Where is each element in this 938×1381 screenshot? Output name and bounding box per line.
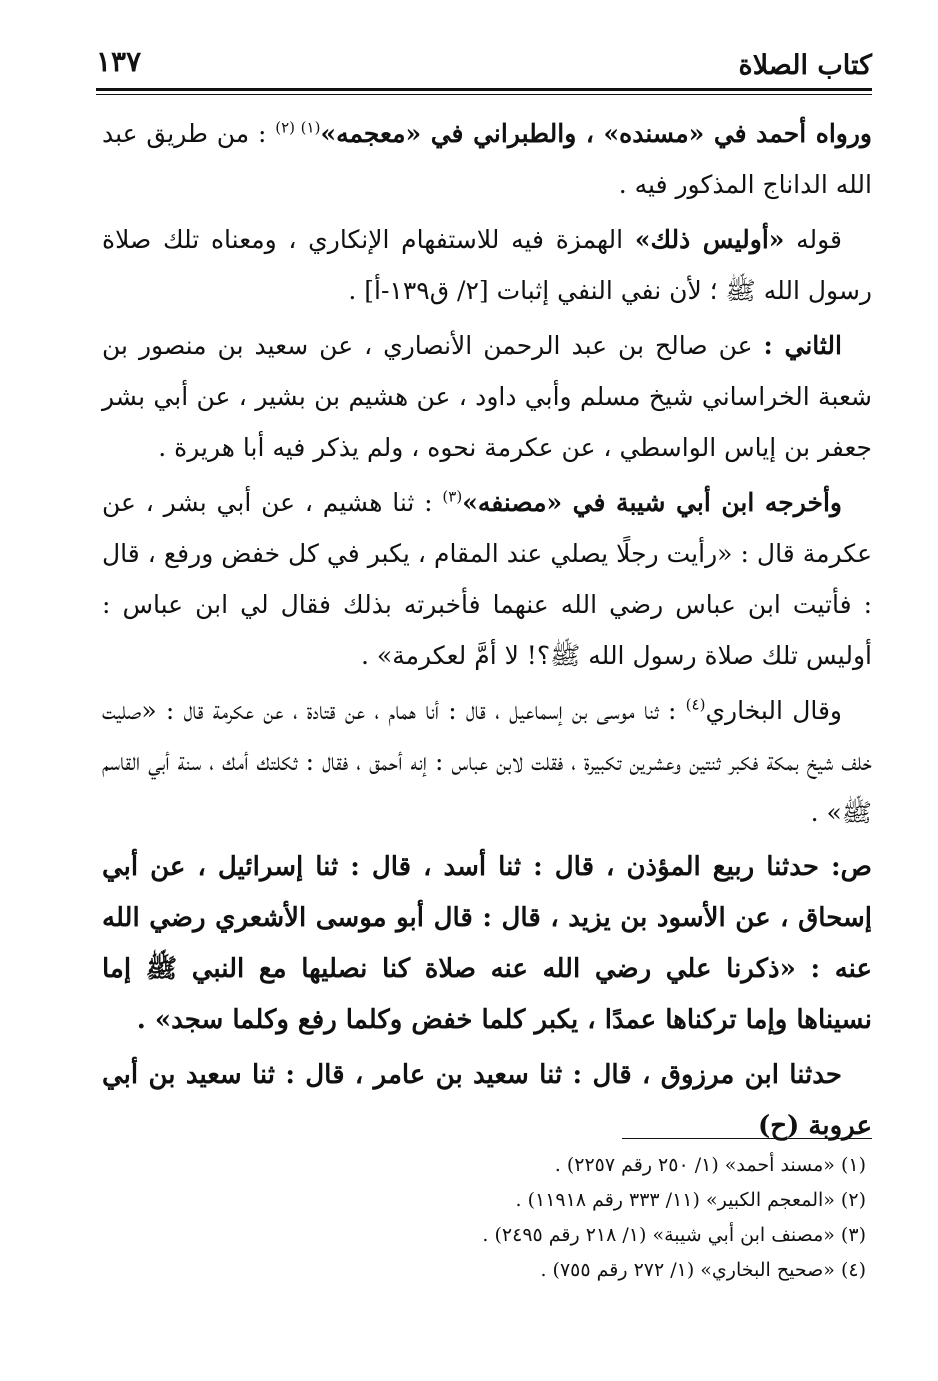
footnote-separator [622, 1138, 872, 1139]
paragraph-bold-lead: ورواه أحمد في «مسنده» ، والطبراني في «معجمه» [320, 119, 872, 148]
footnote-2: (٢) «المعجم الكبير» (١١/ ٣٣٣ رقم ١١٩١٨) . [515, 1189, 866, 1211]
hadith-text-ibn-marzuq: حدثنا ابن مرزوق ، قال : ثنا سعيد بن عامر ، قال : ثنا سعيد بن أبي عروبة (ح) [102, 1060, 872, 1141]
footnote-reference: (١) (٢) [275, 118, 321, 137]
paragraph-bold-lead: الثاني : [763, 331, 842, 360]
paragraph-text: عن صالح بن عبد الرحمن الأنصاري ، عن سعيد بن منصور بن شعبة الخراساني شيخ مسلم وأبي داود ، عن هشيم بن بشير ، عن أبي بشر جعفر بن إياس الواسطي ، عن عكرمة نحوه ، ولم يذكر فيه أبا هريرة . [102, 331, 872, 462]
paragraph-lead: وقال البخاري [705, 696, 842, 725]
page-header [96, 36, 872, 88]
paragraph-awalaysa-dhalik [102, 214, 872, 316]
paragraph-text: : من طريق عبد الله الداناج المذكور فيه . [102, 119, 872, 199]
main-text [102, 108, 872, 1156]
paragraph-bold-lead: «أوليس ذلك» [634, 225, 785, 254]
paragraph-text: الهمزة فيه للاستفهام الإنكاري ، ومعناه تلك صلاة رسول الله ﷺ ؛ لأن نفي النفي إثبات [٢/ ق١٣٩-أ] . [102, 225, 872, 305]
footnote-1: (١) «مسند أحمد» (١/ ٢٥٠ رقم ٢٢٥٧) . [554, 1154, 866, 1176]
paragraph-lead: قوله [796, 225, 842, 254]
footnote-reference: (٤) [685, 695, 706, 714]
paragraph-bukhari [102, 685, 872, 838]
paragraph-ahmad-tabarani [102, 108, 872, 210]
paragraph-second-chain [102, 320, 872, 473]
page-number: ١٣٧ [96, 45, 142, 78]
hadith-text-rabi: ص: حدثنا ربيع المؤذن ، قال : ثنا أسد ، قال : ثنا إسرائيل ، عن أبي إسحاق ، عن الأسود بن يزيد ، قال : قال أبو موسى الأشعري رضي الله عنه : «ذكرنا علي رضي الله عنه صلاة كنا نصليها مع النبي ﷺ إما نسيناها وإما تركناها عمدًا ، يكبر كلما خفض وكلما رفع وكلما سجد» . [102, 852, 872, 1035]
header-rule [96, 88, 872, 95]
paragraph-ibn-abi-shayba [102, 477, 872, 681]
footnotes [102, 1148, 866, 1288]
running-title: كتاب الصلاة [738, 50, 872, 81]
paragraph-text: : ثنا هشيم ، عن أبي بشر ، عن عكرمة قال : «رأيت رجلًا يصلي عند المقام ، يكبر في كل خفض ورفع ، قال : فأتيت ابن عباس رضي الله عنهما فأخبرته بذلك فقال لي ابن عباس : أوليس تلك صلاة رسول الله ﷺ؟! لا أمَّ لعكرمة» . [102, 488, 872, 670]
paragraph-bold-lead: وأخرجه ابن أبي شيبة في «مصنفه» [462, 488, 842, 517]
footnote-3: (٣) «مصنف ابن أبي شيبة» (١/ ٢١٨ رقم ٢٤٩٥) . [482, 1224, 866, 1246]
footnote-reference: (٣) [442, 487, 463, 506]
paragraph-text: : ثنا موسى بن إسماعيل ، قال : أنا همام ، عن قتادة ، عن عكرمة قال : «صليت خلف شيخ بمكة فكبر ثنتين وعشرين تكبيرة ، فقلت لابن عباس : إنه أحمق ، فقال : ثكلتك أمك ، سنة أبي القاسم ﷺ» . [102, 696, 872, 827]
footnote-4: (٤) «صحيح البخاري» (١/ ٢٧٢ رقم ٧٥٥) . [540, 1259, 866, 1281]
